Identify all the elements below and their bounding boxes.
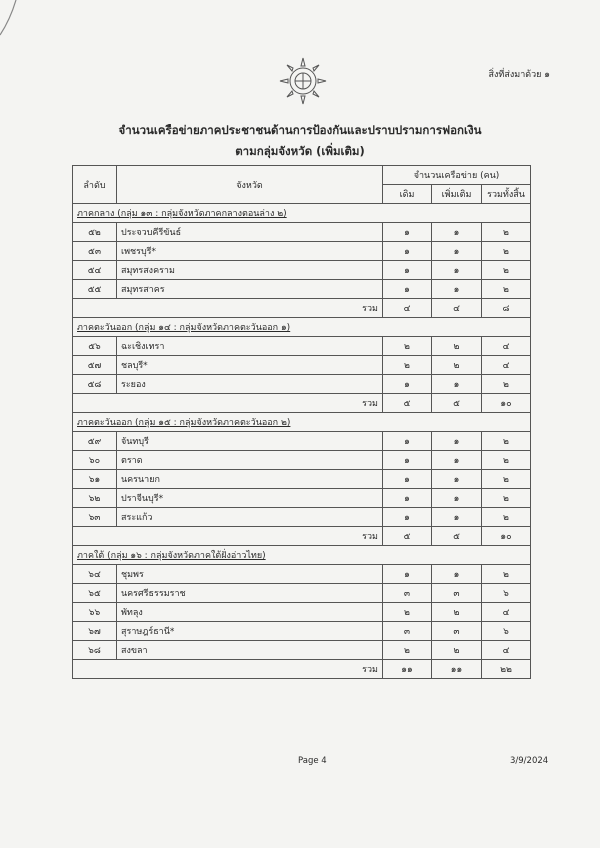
sum-label: รวม <box>73 527 383 546</box>
row-added: ๒ <box>432 356 482 375</box>
group-heading: ภาคตะวันออก (กลุ่ม ๑๕ : กลุ่มจังหวัดภาคตะวันออก ๒) <box>73 413 531 432</box>
row-added: ๓ <box>432 622 482 641</box>
row-added: ๑ <box>432 242 482 261</box>
row-index: ๕๕ <box>73 280 117 299</box>
row-province: ระยอง <box>117 375 383 394</box>
table-row <box>73 451 531 470</box>
row-original: ๑ <box>383 223 432 242</box>
table-row <box>73 337 531 356</box>
row-index: ๖๒ <box>73 489 117 508</box>
sum-label: รวม <box>73 660 383 679</box>
row-total: ๒ <box>482 242 531 261</box>
table-row <box>73 356 531 375</box>
row-added: ๑ <box>432 261 482 280</box>
table-row <box>73 470 531 489</box>
row-original: ๑ <box>383 280 432 299</box>
header-original: เดิม <box>383 185 432 204</box>
sum-original: ๑๑ <box>383 660 432 679</box>
sum-added: ๑๑ <box>432 660 482 679</box>
row-total: ๒ <box>482 451 531 470</box>
group-row <box>73 413 531 432</box>
sum-added: ๕ <box>432 394 482 413</box>
header-added: เพิ่มเติม <box>432 185 482 204</box>
row-original: ๓ <box>383 622 432 641</box>
row-total: ๔ <box>482 603 531 622</box>
table-row <box>73 280 531 299</box>
row-original: ๒ <box>383 337 432 356</box>
row-total: ๒ <box>482 489 531 508</box>
attachment-note: สิ่งที่ส่งมาด้วย ๑ <box>488 70 550 80</box>
row-index: ๖๑ <box>73 470 117 489</box>
row-index: ๕๓ <box>73 242 117 261</box>
network-table <box>72 165 531 679</box>
row-added: ๑ <box>432 432 482 451</box>
row-index: ๖๖ <box>73 603 117 622</box>
sum-total: ๘ <box>482 299 531 318</box>
document-title: จำนวนเครือข่ายภาคประชาชนด้านการป้องกันและปราบปรามการฟอกเงิน <box>118 123 482 137</box>
table-row <box>73 565 531 584</box>
row-total: ๖ <box>482 584 531 603</box>
group-heading: ภาคใต้ (กลุ่ม ๑๖ : กลุ่มจังหวัดภาคใต้ฝั่งอ่าวไทย) <box>73 546 531 565</box>
header-index: ลำดับ <box>73 166 117 204</box>
row-total: ๒ <box>482 223 531 242</box>
row-total: ๒ <box>482 261 531 280</box>
row-total: ๔ <box>482 641 531 660</box>
row-original: ๒ <box>383 356 432 375</box>
table-row <box>73 622 531 641</box>
row-added: ๑ <box>432 470 482 489</box>
row-original: ๑ <box>383 470 432 489</box>
row-province: สมุทรสงคราม <box>117 261 383 280</box>
row-province: สมุทรสาคร <box>117 280 383 299</box>
row-original: ๑ <box>383 565 432 584</box>
group-heading: ภาคกลาง (กลุ่ม ๑๓ : กลุ่มจังหวัดภาคกลางตอนล่าง ๒) <box>73 204 531 223</box>
row-added: ๑ <box>432 451 482 470</box>
group-row <box>73 546 531 565</box>
sum-original: ๔ <box>383 299 432 318</box>
row-province: จันทบุรี <box>117 432 383 451</box>
table-row <box>73 223 531 242</box>
sum-total: ๑๐ <box>482 527 531 546</box>
row-original: ๑ <box>383 489 432 508</box>
sum-total: ๑๐ <box>482 394 531 413</box>
sum-row <box>73 527 531 546</box>
row-total: ๒ <box>482 375 531 394</box>
header-network-count: จำนวนเครือข่าย (คน) <box>383 166 531 185</box>
table-row <box>73 641 531 660</box>
row-original: ๑ <box>383 432 432 451</box>
document-subtitle: ตามกลุ่มจังหวัด (เพิ่มเติม) <box>235 144 365 158</box>
table-row <box>73 432 531 451</box>
row-original: ๑ <box>383 375 432 394</box>
row-province: สุราษฎร์ธานี* <box>117 622 383 641</box>
row-index: ๕๗ <box>73 356 117 375</box>
table-row <box>73 489 531 508</box>
group-heading: ภาคตะวันออก (กลุ่ม ๑๔ : กลุ่มจังหวัดภาคตะวันออก ๑) <box>73 318 531 337</box>
row-province: ฉะเชิงเทรา <box>117 337 383 356</box>
row-total: ๒ <box>482 565 531 584</box>
row-province: พัทลุง <box>117 603 383 622</box>
row-province: ชลบุรี* <box>117 356 383 375</box>
row-index: ๕๖ <box>73 337 117 356</box>
sum-row <box>73 660 531 679</box>
sum-label: รวม <box>73 394 383 413</box>
header-total: รวมทั้งสิ้น <box>482 185 531 204</box>
row-added: ๒ <box>432 603 482 622</box>
row-original: ๑ <box>383 508 432 527</box>
group-row <box>73 318 531 337</box>
row-original: ๒ <box>383 641 432 660</box>
row-index: ๕๙ <box>73 432 117 451</box>
row-index: ๕๘ <box>73 375 117 394</box>
row-province: นครนายก <box>117 470 383 489</box>
sum-added: ๕ <box>432 527 482 546</box>
row-added: ๑ <box>432 375 482 394</box>
row-original: ๓ <box>383 584 432 603</box>
row-added: ๒ <box>432 337 482 356</box>
row-total: ๒ <box>482 280 531 299</box>
row-added: ๑ <box>432 565 482 584</box>
sum-added: ๔ <box>432 299 482 318</box>
footer-date: 3/9/2024 <box>510 756 549 766</box>
table-row <box>73 261 531 280</box>
row-index: ๖๔ <box>73 565 117 584</box>
group-row <box>73 204 531 223</box>
row-total: ๔ <box>482 337 531 356</box>
sum-total: ๒๒ <box>482 660 531 679</box>
row-added: ๑ <box>432 223 482 242</box>
table-row <box>73 508 531 527</box>
sum-original: ๕ <box>383 394 432 413</box>
row-index: ๕๔ <box>73 261 117 280</box>
row-total: ๒ <box>482 432 531 451</box>
row-province: ชุมพร <box>117 565 383 584</box>
row-added: ๓ <box>432 584 482 603</box>
row-province: ตราด <box>117 451 383 470</box>
table-row <box>73 584 531 603</box>
emblem-seal-icon <box>278 56 328 106</box>
table-row <box>73 603 531 622</box>
row-original: ๒ <box>383 603 432 622</box>
row-total: ๒ <box>482 470 531 489</box>
row-index: ๖๓ <box>73 508 117 527</box>
page-number: Page 4 <box>298 756 327 766</box>
row-index: ๖๐ <box>73 451 117 470</box>
row-province: เพชรบุรี* <box>117 242 383 261</box>
row-province: นครศรีธรรมราช <box>117 584 383 603</box>
row-total: ๔ <box>482 356 531 375</box>
row-total: ๖ <box>482 622 531 641</box>
row-original: ๑ <box>383 451 432 470</box>
scan-corner-mark <box>0 0 40 60</box>
row-added: ๑ <box>432 489 482 508</box>
row-added: ๑ <box>432 280 482 299</box>
row-province: สระแก้ว <box>117 508 383 527</box>
row-index: ๕๒ <box>73 223 117 242</box>
row-province: ปราจีนบุรี* <box>117 489 383 508</box>
row-added: ๒ <box>432 641 482 660</box>
table-row <box>73 375 531 394</box>
sum-row <box>73 299 531 318</box>
header-province: จังหวัด <box>117 166 383 204</box>
table-row <box>73 242 531 261</box>
sum-original: ๕ <box>383 527 432 546</box>
row-province: สงขลา <box>117 641 383 660</box>
row-index: ๖๗ <box>73 622 117 641</box>
sum-label: รวม <box>73 299 383 318</box>
sum-row <box>73 394 531 413</box>
row-province: ประจวบคีรีขันธ์ <box>117 223 383 242</box>
row-added: ๑ <box>432 508 482 527</box>
row-original: ๑ <box>383 261 432 280</box>
row-total: ๒ <box>482 508 531 527</box>
row-index: ๖๘ <box>73 641 117 660</box>
row-index: ๖๕ <box>73 584 117 603</box>
row-original: ๑ <box>383 242 432 261</box>
